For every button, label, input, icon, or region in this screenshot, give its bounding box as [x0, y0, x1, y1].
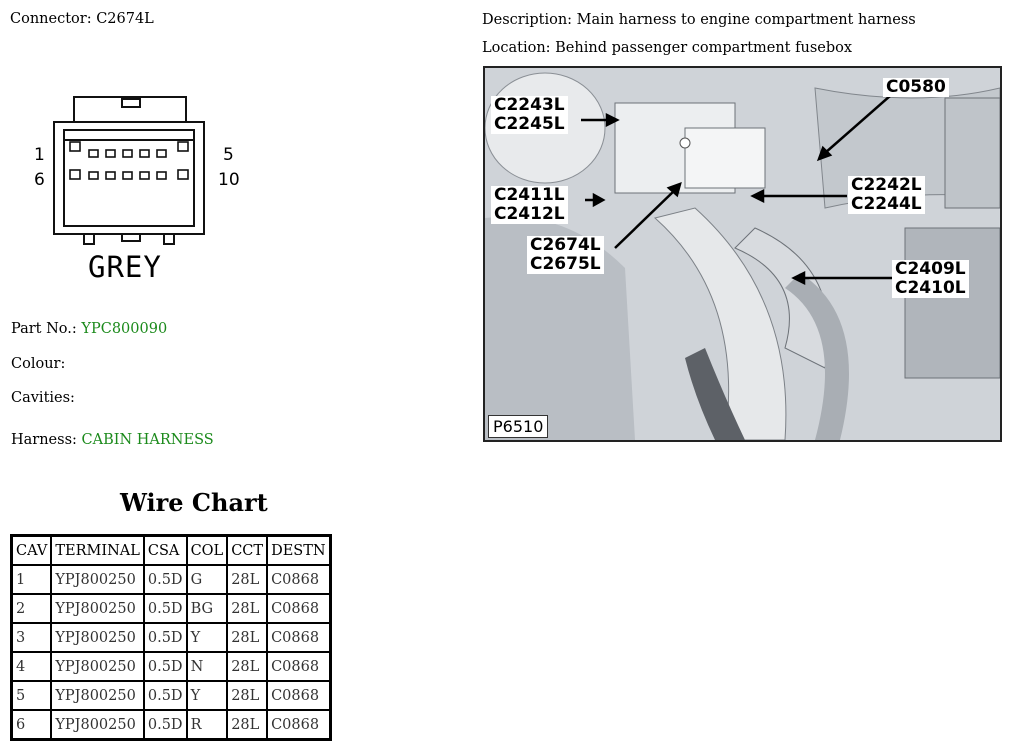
cell: 28L [227, 594, 267, 623]
cell: 4 [12, 652, 52, 681]
connector-label: Connector: [10, 11, 92, 27]
colour-label: Colour: [11, 356, 66, 372]
location-value: Behind passenger compartment fusebox [555, 40, 853, 56]
cell: C0868 [267, 594, 330, 623]
cell: Y [187, 623, 228, 652]
description-line [482, 12, 916, 28]
column-header: COL [187, 536, 228, 566]
column-header: CSA [144, 536, 187, 566]
cell: 28L [227, 681, 267, 710]
column-header: CCT [227, 536, 267, 566]
cell: 28L [227, 565, 267, 594]
cell: YPJ800250 [51, 652, 144, 681]
location-photo [483, 66, 1002, 442]
location-label: Location: [482, 40, 551, 56]
column-header: DESTN [267, 536, 330, 566]
harness-value[interactable]: CABIN HARNESS [81, 432, 214, 448]
connector-color-label: GREY [88, 250, 162, 284]
cell: G [187, 565, 228, 594]
cell: 28L [227, 652, 267, 681]
cell: 3 [12, 623, 52, 652]
table-row [12, 594, 331, 623]
cell: 6 [12, 710, 52, 740]
cell: 28L [227, 623, 267, 652]
callout-c0580 [883, 78, 949, 97]
cell: 5 [12, 681, 52, 710]
cell: C0868 [267, 681, 330, 710]
harness-label: Harness: [11, 432, 77, 448]
cell: C0868 [267, 565, 330, 594]
cell: YPJ800250 [51, 681, 144, 710]
cavities-label: Cavities: [11, 390, 75, 406]
description-label: Description: [482, 12, 573, 28]
part-no-line [11, 321, 167, 337]
cell: 1 [12, 565, 52, 594]
cavities-line [11, 390, 75, 406]
cell: C0868 [267, 652, 330, 681]
pin-number-1: 1 [34, 145, 45, 165]
cell: YPJ800250 [51, 565, 144, 594]
table-row [12, 681, 331, 710]
cell: 0.5D [144, 710, 187, 740]
table-row [12, 623, 331, 652]
cell: BG [187, 594, 228, 623]
cell: 0.5D [144, 681, 187, 710]
pin-number-6: 6 [34, 170, 45, 190]
callout-text: C2411L C2412L [494, 185, 565, 224]
wire-chart-table [10, 534, 332, 741]
cell: Y [187, 681, 228, 710]
pin-number-5: 5 [223, 145, 234, 165]
callout-text: C2409L C2410L [895, 259, 966, 298]
callout-c2243l [491, 96, 568, 134]
callout-c2674l [527, 236, 604, 274]
pin-number-10: 10 [218, 170, 240, 190]
callout-text: C2243L C2245L [494, 95, 565, 134]
cell: N [187, 652, 228, 681]
table-row [12, 565, 331, 594]
cell: 28L [227, 710, 267, 740]
cell: 0.5D [144, 623, 187, 652]
cell: 0.5D [144, 594, 187, 623]
description-value: Main harness to engine compartment harness [576, 12, 916, 28]
cell: C0868 [267, 623, 330, 652]
connector-value: C2674L [96, 11, 154, 27]
column-header: TERMINAL [51, 536, 144, 566]
connector-line [10, 11, 154, 27]
part-no-value[interactable]: YPC800090 [81, 321, 168, 337]
column-header: CAV [12, 536, 52, 566]
callout-text: C2674L C2675L [530, 235, 601, 274]
cell: R [187, 710, 228, 740]
part-no-label: Part No.: [11, 321, 77, 337]
callout-text: C2242L C2244L [851, 175, 922, 214]
callout-text: C0580 [886, 77, 946, 97]
callout-c2409l [892, 260, 969, 298]
location-line [482, 40, 852, 56]
callout-c2242l [848, 176, 925, 214]
cell: YPJ800250 [51, 710, 144, 740]
colour-line [11, 356, 65, 372]
cell: 0.5D [144, 565, 187, 594]
harness-line [11, 432, 214, 448]
cavity-grid [70, 142, 188, 179]
table-row [12, 652, 331, 681]
cell: YPJ800250 [51, 594, 144, 623]
figure-id: P6510 [488, 415, 548, 438]
table-row [12, 710, 331, 740]
callout-c2411l [491, 186, 568, 224]
cell: YPJ800250 [51, 623, 144, 652]
table-header-row [12, 536, 331, 566]
cell: 0.5D [144, 652, 187, 681]
cell: 2 [12, 594, 52, 623]
cell: C0868 [267, 710, 330, 740]
wire-chart-title: Wire Chart [120, 488, 268, 517]
